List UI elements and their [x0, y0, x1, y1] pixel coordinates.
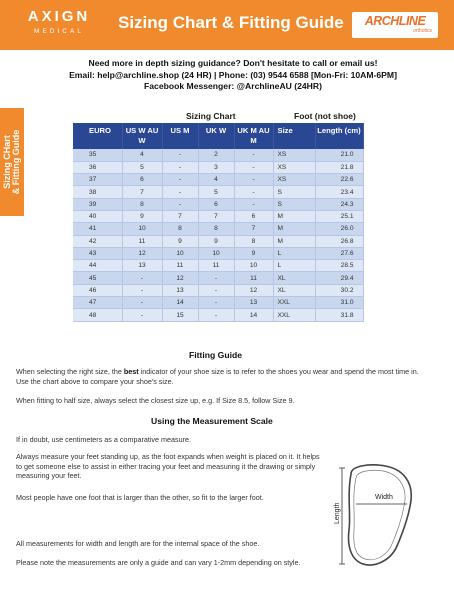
- cell-length: 21.0: [315, 149, 363, 161]
- cell-size: XS: [273, 161, 315, 173]
- cell-us-w: -: [122, 272, 162, 284]
- cell-euro: 39: [73, 198, 122, 210]
- contact-info: [28, 58, 438, 93]
- cell-us-w: -: [122, 284, 162, 296]
- brand-sub: orthotics: [413, 28, 432, 34]
- cell-length: 23.4: [315, 186, 363, 198]
- cell-length: 28.5: [315, 260, 363, 272]
- cell-us-w: 9: [122, 210, 162, 222]
- cell-uk-w: -: [198, 284, 234, 296]
- table-row: [73, 247, 363, 259]
- width-label: Width: [375, 494, 393, 501]
- cell-uk-w: 11: [198, 260, 234, 272]
- cell-us-m: 9: [162, 235, 198, 247]
- cell-uk-m: -: [234, 149, 273, 161]
- cell-size: XS: [273, 149, 315, 161]
- table-row: [73, 260, 363, 272]
- fitting-p1-post: indicator of your shoe size is to refer to the shoes you wear and spend the most time in. Use the chart above to compare your shoe's size.: [16, 367, 419, 386]
- measurement-paragraph-1: If in doubt, use centimeters as a comparative measure.: [16, 435, 191, 444]
- cell-us-m: 8: [162, 223, 198, 235]
- cell-length: 26.0: [315, 223, 363, 235]
- fitting-guide-title: Fitting Guide: [189, 350, 242, 360]
- foot-measurement-diagram: [317, 460, 425, 572]
- sizing-chart-title: Sizing Chart: [186, 111, 236, 121]
- cell-length: 27.6: [315, 247, 363, 259]
- cell-size: XXL: [273, 297, 315, 309]
- cell-uk-w: 9: [198, 235, 234, 247]
- cell-uk-w: 8: [198, 223, 234, 235]
- table-row: [73, 223, 363, 235]
- foot-note-label: Foot (not shoe): [294, 111, 356, 121]
- cell-size: L: [273, 260, 315, 272]
- cell-euro: 45: [73, 272, 122, 284]
- cell-us-m: 10: [162, 247, 198, 259]
- cell-euro: 47: [73, 297, 122, 309]
- cell-length: 22.6: [315, 174, 363, 186]
- cell-size: XS: [273, 174, 315, 186]
- cell-us-m: 11: [162, 260, 198, 272]
- cell-length: 25.1: [315, 210, 363, 222]
- table-row: [73, 235, 363, 247]
- cell-euro: 37: [73, 174, 122, 186]
- cell-uk-w: 4: [198, 174, 234, 186]
- archline-logo: [352, 12, 438, 38]
- cell-uk-w: -: [198, 272, 234, 284]
- side-tab: [0, 108, 24, 216]
- cell-uk-m: 6: [234, 210, 273, 222]
- cell-euro: 36: [73, 161, 122, 173]
- header-banner: [0, 0, 454, 50]
- cell-euro: 40: [73, 210, 122, 222]
- sizing-table-body: [73, 149, 363, 321]
- side-tab-label: [3, 130, 21, 195]
- cell-length: 21.8: [315, 161, 363, 173]
- cell-length: 29.4: [315, 272, 363, 284]
- cell-us-w: 6: [122, 174, 162, 186]
- col-header-us-w: US W AU W: [122, 123, 162, 149]
- cell-size: S: [273, 198, 315, 210]
- table-header-row: [73, 123, 363, 149]
- cell-uk-w: 5: [198, 186, 234, 198]
- fitting-p1-bold: best: [123, 367, 139, 376]
- measurement-paragraph-3: Most people have one foot that is larger than the other, so fit to the larger foot.: [16, 493, 264, 502]
- length-label: Length: [334, 502, 341, 524]
- cell-length: 30.2: [315, 284, 363, 296]
- cell-euro: 44: [73, 260, 122, 272]
- logo-sub-text: MEDICAL: [34, 28, 84, 35]
- cell-uk-w: 10: [198, 247, 234, 259]
- side-tab-line1: Sizing CHart: [2, 135, 12, 189]
- brand-name: ARCHLINE: [364, 14, 426, 28]
- cell-us-w: 11: [122, 235, 162, 247]
- cell-us-m: 7: [162, 210, 198, 222]
- table-row: [73, 284, 363, 296]
- cell-us-m: 15: [162, 309, 198, 321]
- cell-us-m: -: [162, 174, 198, 186]
- cell-euro: 42: [73, 235, 122, 247]
- table-row: [73, 210, 363, 222]
- cell-uk-w: 2: [198, 149, 234, 161]
- measurement-paragraph-4: All measurements for width and length are for the internal space of the shoe.: [16, 539, 260, 548]
- col-header-size: Size: [273, 123, 315, 149]
- cell-us-w: 4: [122, 149, 162, 161]
- cell-us-w: 13: [122, 260, 162, 272]
- measurement-paragraph-2: Always measure your feet standing up, as the foot expands when weight is placed on it. It helps to get someone else to assist in either tracing your feet and measuring it the drawing or simply measuring your feet.: [16, 452, 320, 481]
- contact-line-3: Facebook Messenger: @ArchlineAU (24HR): [144, 81, 322, 91]
- cell-uk-m: 14: [234, 309, 273, 321]
- cell-us-m: -: [162, 149, 198, 161]
- cell-uk-m: 12: [234, 284, 273, 296]
- cell-euro: 35: [73, 149, 122, 161]
- logo-main-text: AXIGN: [27, 8, 91, 25]
- sizing-table: [73, 123, 364, 322]
- cell-size: XL: [273, 272, 315, 284]
- cell-uk-w: -: [198, 297, 234, 309]
- side-tab-line2: & Fitting Guide: [11, 129, 21, 195]
- cell-uk-m: 11: [234, 272, 273, 284]
- cell-length: 26.8: [315, 235, 363, 247]
- cell-size: S: [273, 186, 315, 198]
- table-row: [73, 149, 363, 161]
- cell-us-w: 8: [122, 198, 162, 210]
- cell-us-w: -: [122, 297, 162, 309]
- cell-uk-m: 9: [234, 247, 273, 259]
- cell-uk-w: 6: [198, 198, 234, 210]
- table-row: [73, 161, 363, 173]
- cell-us-m: 13: [162, 284, 198, 296]
- cell-uk-m: -: [234, 174, 273, 186]
- cell-size: L: [273, 247, 315, 259]
- col-header-uk-w: UK W: [198, 123, 234, 149]
- col-header-euro: EURO: [73, 123, 122, 149]
- contact-line-1: Need more in depth sizing guidance? Don't hesitate to call or email us!: [88, 58, 378, 68]
- cell-euro: 46: [73, 284, 122, 296]
- cell-us-m: -: [162, 198, 198, 210]
- cell-euro: 41: [73, 223, 122, 235]
- cell-us-w: 5: [122, 161, 162, 173]
- col-header-us-m: US M: [162, 123, 198, 149]
- cell-uk-m: -: [234, 161, 273, 173]
- contact-line-2: Email: help@archline.shop (24 HR) | Phone: (03) 9544 6588 [Mon-Fri: 10AM-6PM]: [69, 69, 397, 80]
- table-row: [73, 272, 363, 284]
- cell-length: 31.0: [315, 297, 363, 309]
- cell-us-m: 12: [162, 272, 198, 284]
- cell-length: 24.3: [315, 198, 363, 210]
- axign-logo: [18, 8, 100, 42]
- cell-us-w: 10: [122, 223, 162, 235]
- cell-uk-m: 8: [234, 235, 273, 247]
- cell-length: 31.8: [315, 309, 363, 321]
- measurement-paragraph-5: Please note the measurements are only a guide and can vary 1-2mm depending on style.: [16, 558, 301, 567]
- table-row: [73, 309, 363, 321]
- cell-size: M: [273, 223, 315, 235]
- table-row: [73, 297, 363, 309]
- cell-size: XL: [273, 284, 315, 296]
- cell-us-w: 12: [122, 247, 162, 259]
- fitting-paragraph-2: When fitting to half size, always select the closest size up, e.g. If Size 8.5, follow Size 9.: [16, 396, 295, 405]
- table-row: [73, 186, 363, 198]
- cell-euro: 43: [73, 247, 122, 259]
- table-row: [73, 198, 363, 210]
- fitting-paragraph-1: [16, 367, 428, 386]
- cell-uk-m: -: [234, 198, 273, 210]
- cell-us-w: -: [122, 309, 162, 321]
- page-title: Sizing Chart & Fitting Guide: [118, 13, 344, 32]
- cell-uk-w: -: [198, 309, 234, 321]
- cell-uk-m: 13: [234, 297, 273, 309]
- cell-euro: 38: [73, 186, 122, 198]
- cell-size: M: [273, 210, 315, 222]
- cell-us-m: -: [162, 161, 198, 173]
- cell-us-m: 14: [162, 297, 198, 309]
- fitting-p1-pre: When selecting the right size, the: [16, 367, 124, 376]
- cell-size: M: [273, 235, 315, 247]
- cell-uk-m: -: [234, 186, 273, 198]
- cell-uk-w: 3: [198, 161, 234, 173]
- cell-size: XXL: [273, 309, 315, 321]
- measurement-title: Using the Measurement Scale: [151, 416, 273, 426]
- cell-uk-w: 7: [198, 210, 234, 222]
- cell-euro: 48: [73, 309, 122, 321]
- col-header-length: Length (cm): [315, 123, 363, 149]
- table-row: [73, 174, 363, 186]
- cell-us-m: -: [162, 186, 198, 198]
- col-header-uk-m: UK M AU M: [234, 123, 273, 149]
- cell-uk-m: 7: [234, 223, 273, 235]
- cell-us-w: 7: [122, 186, 162, 198]
- cell-uk-m: 10: [234, 260, 273, 272]
